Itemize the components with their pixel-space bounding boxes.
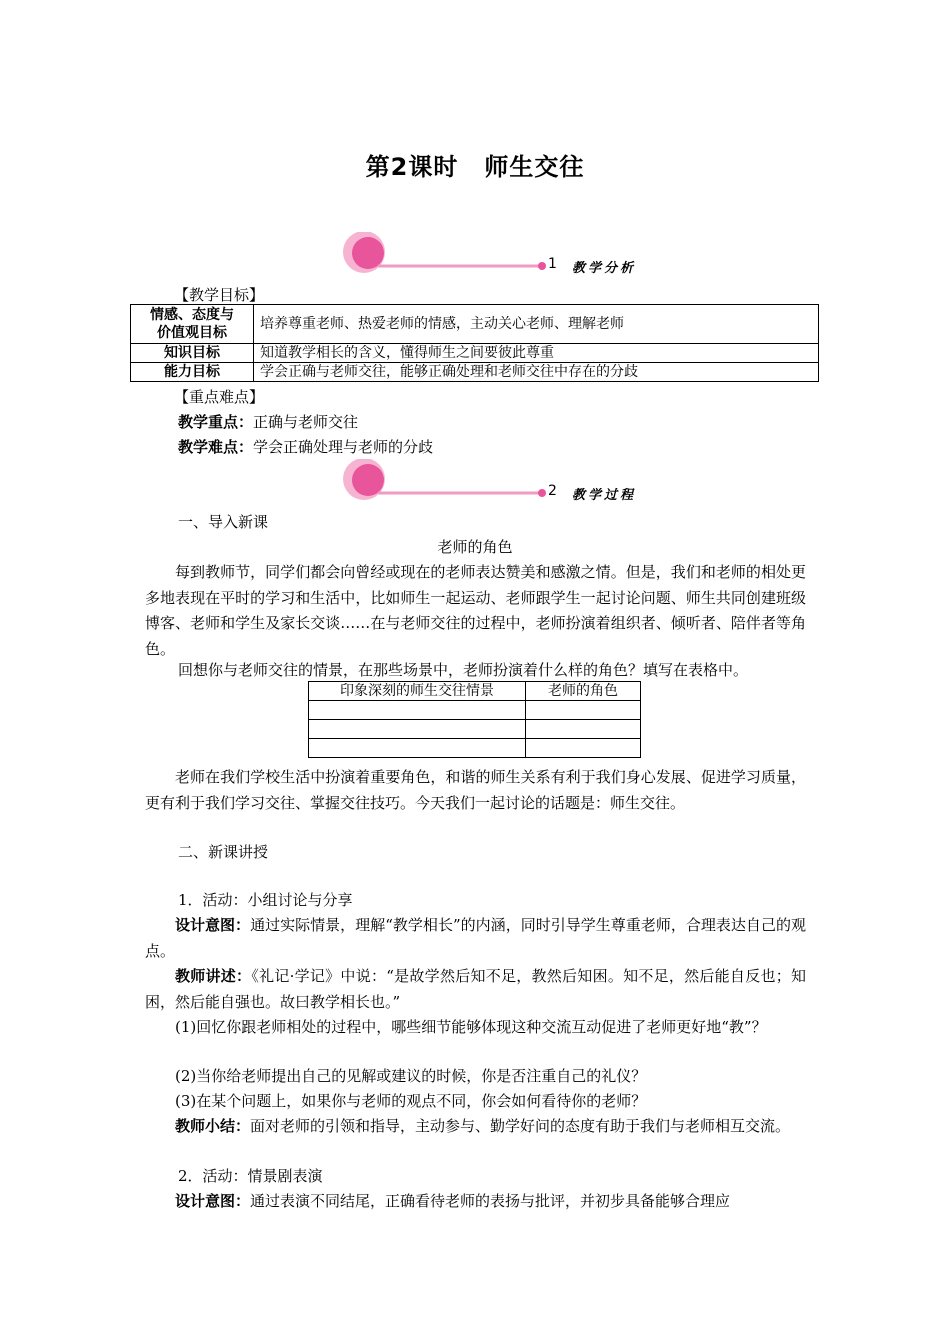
lesson-number: 第2课时 xyxy=(365,153,459,181)
part2-heading: 二、新课讲授 xyxy=(178,843,269,861)
part1-paragraph-2: 回想你与老师交往的情景，在那些场景中，老师扮演着什么样的角色？填写在表格中。 xyxy=(178,661,749,679)
lesson-topic: 师生交往 xyxy=(484,153,585,181)
table-cell xyxy=(309,720,526,739)
section-label: 教学过程 xyxy=(572,488,637,503)
question-3: (3)在某个问题上，如果你与老师的观点不同，你会如何看待你的老师？ xyxy=(175,1092,647,1110)
part1-subtitle: 老师的角色 xyxy=(437,538,513,556)
design-intent-label: 设计意图： xyxy=(175,916,251,934)
teacher-says-text: 《礼记·学记》中说：“是故学然后知不足，教然后知困。知不足，然后能自反也；知困，然后能自强也。故曰教学相长也。” xyxy=(145,967,806,1011)
question-1: (1)回忆你跟老师相处的过程中，哪些细节能够体现这种交流互动促进了老师更好地“教”？ xyxy=(175,1018,767,1036)
objective-text: 培养尊重老师、热爱老师的情感，主动关心老师、理解老师 xyxy=(254,305,819,344)
table-header: 老师的角色 xyxy=(526,682,641,701)
section-label: 教学分析 xyxy=(572,261,637,276)
teacher-says xyxy=(145,964,806,1015)
teacher-summary xyxy=(145,1114,806,1140)
objectives-table xyxy=(130,304,819,382)
key-point-text: 正确与老师交往 xyxy=(253,413,359,431)
part1-paragraph-1: 每到教师节，同学们都会向曾经或现在的老师表达赞美和感激之情。但是，我们和老师的相处更多地表现在平时的学习和生活中，比如师生一起运动、老师跟学生一起讨论问题、师生共同创建班级博客、老师和学生及家长交谈……在与老师交往的过程中，老师扮演着组织者、倾听者、陪伴者等角色。 xyxy=(145,563,806,658)
table-row xyxy=(309,682,641,701)
table-cell xyxy=(309,739,526,758)
roles-table xyxy=(308,681,641,758)
section-number: 2 xyxy=(548,483,557,499)
table-cell xyxy=(526,720,641,739)
table-cell xyxy=(309,701,526,720)
table-row xyxy=(309,739,641,758)
design-intent-1 xyxy=(145,913,806,964)
table-header: 印象深刻的师生交往情景 xyxy=(309,682,526,701)
activity-2: 2．活动：情景剧表演 xyxy=(178,1167,323,1185)
table-row xyxy=(131,305,819,344)
teacher-summary-text: 面对老师的引领和指导，主动参与、勤学好问的态度有助于我们与老师相互交流。 xyxy=(250,1117,791,1135)
objectives-heading: 【教学目标】 xyxy=(174,286,265,304)
section-header-process xyxy=(340,459,670,509)
table-row xyxy=(131,363,819,382)
key-point xyxy=(178,410,358,435)
table-row xyxy=(309,720,641,739)
objective-label: 知识目标 xyxy=(131,344,254,363)
design-intent-label: 设计意图： xyxy=(175,1192,251,1210)
table-row xyxy=(309,701,641,720)
table-row xyxy=(131,344,819,363)
teacher-summary-label: 教师小结： xyxy=(175,1117,251,1135)
teacher-says-label: 教师讲述： xyxy=(175,967,252,985)
part1-heading: 一、导入新课 xyxy=(178,513,269,531)
table-cell xyxy=(526,739,641,758)
question-2: (2)当你给老师提出自己的见解或建议的时候，你是否注重自己的礼仪？ xyxy=(175,1067,647,1085)
objective-label: 情感、态度与 价值观目标 xyxy=(131,305,254,344)
difficult-point xyxy=(178,435,433,460)
table-cell xyxy=(526,701,641,720)
objective-label: 能力目标 xyxy=(131,363,254,382)
key-point-label: 教学重点： xyxy=(178,413,254,431)
section-number: 1 xyxy=(548,256,557,272)
objective-text: 知道教学相长的含义，懂得师生之间要彼此尊重 xyxy=(254,344,819,363)
difficult-point-text: 学会正确处理与老师的分歧 xyxy=(253,438,434,456)
keypoints-heading: 【重点难点】 xyxy=(174,388,265,406)
part1-paragraph-3: 老师在我们学校生活中扮演着重要角色，和谐的师生关系有利于我们身心发展、促进学习质量，更有利于我们学习交往、掌握交往技巧。今天我们一起讨论的话题是：师生交往。 xyxy=(145,768,806,812)
page-title xyxy=(0,147,950,182)
design-intent-text: 通过表演不同结尾，正确看待老师的表扬与批评，并初步具备能够合理应 xyxy=(250,1192,731,1210)
design-intent-2 xyxy=(145,1189,806,1215)
section-header-analysis xyxy=(340,232,670,282)
difficult-point-label: 教学难点： xyxy=(178,438,254,456)
activity-1: 1．活动：小组讨论与分享 xyxy=(178,891,353,909)
objective-text: 学会正确与老师交往，能够正确处理和老师交往中存在的分歧 xyxy=(254,363,819,382)
design-intent-text: 通过实际情景，理解“教学相长”的内涵，同时引导学生尊重老师，合理表达自己的观点。 xyxy=(145,916,806,960)
